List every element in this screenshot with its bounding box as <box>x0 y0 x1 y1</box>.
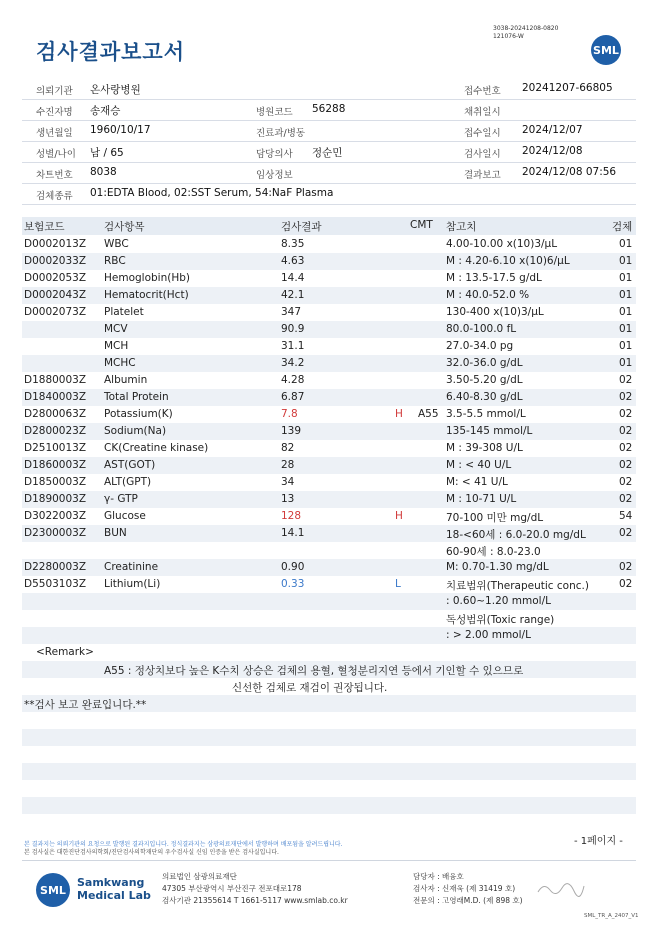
brand-line1: Samkwang <box>77 876 145 889</box>
cell-code: D2280003Z <box>24 561 87 573</box>
table-row <box>22 236 636 253</box>
collect-date-label: 채취일시 <box>464 107 501 118</box>
cell-ref: 치료범위(Therapeutic conc.) <box>446 580 589 592</box>
cell-ref: 4.00-10.00 x(10)3/μL <box>446 238 558 250</box>
cell-result: 4.63 <box>281 255 305 267</box>
blank-row <box>22 814 636 831</box>
table-row <box>22 406 636 423</box>
cell-ref: 3.50-5.20 g/dL <box>446 374 523 386</box>
cell-specimen: 02 <box>619 374 633 386</box>
cell-specimen: 02 <box>619 408 633 420</box>
org-line2: 47305 부산광역시 부산진구 전포대로178 <box>162 884 302 893</box>
col-item-header: 검사항목 <box>104 221 145 233</box>
dept-label: 진료과/병동 <box>256 128 306 139</box>
footnote <box>24 841 343 857</box>
cell-result: 6.87 <box>281 391 305 403</box>
cell-item: RBC <box>104 255 126 267</box>
document-id-line2: 121076-W <box>493 33 524 40</box>
cell-code: D1880003Z <box>24 374 87 386</box>
cell-result: 34.2 <box>281 357 305 369</box>
doctor-label: 담당의사 <box>256 149 293 160</box>
cell-specimen: 02 <box>619 391 633 403</box>
cell-ref: M : 40.0-52.0 % <box>446 289 530 301</box>
org-line1: 의료법인 삼광의료재단 <box>162 872 237 881</box>
remark-row <box>22 695 636 712</box>
cell-item: Albumin <box>104 374 148 386</box>
receipt-no-label: 접수번호 <box>464 86 501 97</box>
cell-specimen: 01 <box>619 238 633 250</box>
table-row <box>22 457 636 474</box>
cell-ref: 70-100 미만 mg/dL <box>446 512 544 524</box>
form-code: SML_TR_A_2407_V1 <box>584 913 639 919</box>
hospital-code-value: 56288 <box>312 103 346 115</box>
cell-specimen: 01 <box>619 289 633 301</box>
table-row <box>22 508 636 525</box>
hospital-label: 의뢰기관 <box>36 86 73 97</box>
report-label: 결과보고 <box>464 170 501 181</box>
cell-result: 42.1 <box>281 289 305 301</box>
cell-specimen: 01 <box>619 306 633 318</box>
table-row <box>22 593 636 610</box>
cell-result: 34 <box>281 476 295 488</box>
chart-label: 차트번호 <box>36 170 73 181</box>
cell-ref: : > 2.00 mmol/L <box>446 629 531 641</box>
cell-ref: 3.5-5.5 mmol/L <box>446 408 526 420</box>
cell-ref: 18-<60세 : 6.0-20.0 mg/dL <box>446 529 586 541</box>
cell-item: Potassium(K) <box>104 408 173 420</box>
doctor-value: 정순민 <box>312 147 343 159</box>
cell-code: D2510013Z <box>24 442 87 454</box>
table-row <box>22 440 636 457</box>
cell-ref: 독성범위(Toxic range) <box>446 614 555 626</box>
results-table-header <box>22 217 636 235</box>
dob-value: 1960/10/17 <box>90 124 151 136</box>
cell-code: D1860003Z <box>24 459 87 471</box>
cell-ref: 80.0-100.0 fL <box>446 323 517 335</box>
receipt-date-label: 접수일시 <box>464 128 501 139</box>
table-row <box>22 372 636 389</box>
cell-code: D3022003Z <box>24 510 87 522</box>
cell-ref: M : 10-71 U/L <box>446 493 517 505</box>
dob-label: 생년월일 <box>36 128 73 139</box>
cell-result: 0.33 <box>281 578 305 590</box>
cell-result: 7.8 <box>281 408 298 420</box>
info-row <box>22 78 636 100</box>
brand-name <box>77 876 151 902</box>
page-number: - 1페이지 - <box>574 836 623 847</box>
table-row <box>22 355 636 372</box>
cell-specimen: 54 <box>619 510 633 522</box>
cell-item: MCV <box>104 323 128 335</box>
cell-item: γ- GTP <box>104 493 138 505</box>
cell-code: D0002043Z <box>24 289 87 301</box>
staff-line2: 검사자 : 신재욱 (제 31419 호) <box>413 884 516 893</box>
staff-line3: 전문의 : 고영래M.D. (제 898 호) <box>413 896 523 905</box>
staff-line1: 담당자 : 배융호 <box>413 872 464 881</box>
cell-ref: 135-145 mmol/L <box>446 425 533 437</box>
table-row <box>22 491 636 508</box>
table-row <box>22 525 636 542</box>
receipt-date-value: 2024/12/07 <box>522 124 583 136</box>
remark-label: <Remark> <box>36 646 94 658</box>
cell-code: D2800023Z <box>24 425 87 437</box>
cell-specimen: 02 <box>619 442 633 454</box>
cell-code: D2300003Z <box>24 527 87 539</box>
info-row <box>22 141 636 163</box>
cell-ref: : 0.60~1.20 mmol/L <box>446 595 551 607</box>
table-row <box>22 559 636 576</box>
cell-item: ALT(GPT) <box>104 476 152 488</box>
cell-item: BUN <box>104 527 127 539</box>
cell-code: D5503103Z <box>24 578 87 590</box>
cell-ref: 27.0-34.0 pg <box>446 340 514 352</box>
cell-code: D2800063Z <box>24 408 87 420</box>
cell-result: 14.4 <box>281 272 305 284</box>
cell-specimen: 02 <box>619 425 633 437</box>
cell-item: MCH <box>104 340 129 352</box>
cell-ref: M : < 40 U/L <box>446 459 512 471</box>
sml-logo-footer: SML <box>36 873 70 907</box>
cell-ref: 32.0-36.0 g/dL <box>446 357 523 369</box>
cell-item: Glucose <box>104 510 146 522</box>
cell-code: D0002053Z <box>24 272 87 284</box>
table-row <box>22 542 636 559</box>
cell-item: Platelet <box>104 306 144 318</box>
remark-row <box>22 661 636 678</box>
cell-specimen: 02 <box>619 578 633 590</box>
cell-ref: M : 4.20-6.10 x(10)6/μL <box>446 255 570 267</box>
remark-row <box>22 678 636 695</box>
table-row <box>22 389 636 406</box>
table-row <box>22 304 636 321</box>
document-id-line1: 3038-20241208-0820 <box>493 25 559 32</box>
blank-row <box>22 780 636 797</box>
cell-ref: 60-90세 : 8.0-23.0 <box>446 546 541 558</box>
hospital-value: 온사랑병원 <box>90 84 141 96</box>
staff-info <box>413 871 523 907</box>
cell-specimen: 01 <box>619 323 633 335</box>
cell-item: Sodium(Na) <box>104 425 167 437</box>
cell-item: Lithium(Li) <box>104 578 161 590</box>
table-row <box>22 253 636 270</box>
chart-value: 8038 <box>90 166 117 178</box>
table-row <box>22 474 636 491</box>
remark-line2: 신선한 검체로 재검이 권장됩니다. <box>232 682 388 694</box>
info-row <box>22 99 636 121</box>
footer-divider <box>22 860 636 861</box>
col-ref-header: 참고치 <box>446 221 477 233</box>
cell-result: 139 <box>281 425 302 437</box>
cell-specimen: 02 <box>619 493 633 505</box>
receipt-no-value: 20241207-66805 <box>522 82 613 94</box>
cell-code: D1840003Z <box>24 391 87 403</box>
cell-result: 90.9 <box>281 323 305 335</box>
cell-code: D0002073Z <box>24 306 87 318</box>
cell-ref: M: 0.70-1.30 mg/dL <box>446 561 549 573</box>
org-line3: 검사기관 21355614 T 1661-5117 www.smlab.co.kr <box>162 896 348 905</box>
blank-row <box>22 797 636 814</box>
cell-code: D1890003Z <box>24 493 87 505</box>
cell-ref: M : 13.5-17.5 g/dL <box>446 272 542 284</box>
report-value: 2024/12/08 07:56 <box>522 166 617 178</box>
cell-item: Total Protein <box>104 391 169 403</box>
cell-specimen: 01 <box>619 255 633 267</box>
specimen-label: 검체종류 <box>36 191 73 202</box>
document-id <box>493 25 558 41</box>
table-row <box>22 321 636 338</box>
cell-item: Hemoglobin(Hb) <box>104 272 191 284</box>
cell-result: 13 <box>281 493 295 505</box>
blank-row <box>22 746 636 763</box>
cell-code: D0002033Z <box>24 255 87 267</box>
sml-logo: SML <box>591 35 621 65</box>
blank-row <box>22 729 636 746</box>
cell-item: Hematocrit(Hct) <box>104 289 189 301</box>
report-title: 검사결과보고서 <box>36 40 186 64</box>
table-row <box>22 270 636 287</box>
cell-item: MCHC <box>104 357 136 369</box>
cell-flag: L <box>395 578 401 590</box>
test-date-label: 검사일시 <box>464 149 501 160</box>
blank-row <box>22 763 636 780</box>
cell-cmt: A55 <box>418 408 439 420</box>
cell-ref: M : 39-308 U/L <box>446 442 523 454</box>
cell-result: 14.1 <box>281 527 305 539</box>
signature-icon <box>536 880 586 900</box>
cell-result: 0.90 <box>281 561 305 573</box>
cell-ref: 130-400 x(10)3/μL <box>446 306 544 318</box>
table-row <box>22 610 636 627</box>
cell-flag: H <box>395 408 403 420</box>
cell-result: 82 <box>281 442 295 454</box>
report-complete: **검사 보고 완료입니다.** <box>24 699 147 711</box>
test-date-value: 2024/12/08 <box>522 145 583 157</box>
clinical-label: 임상정보 <box>256 170 293 181</box>
cell-item: AST(GOT) <box>104 459 156 471</box>
cell-specimen: 02 <box>619 476 633 488</box>
cell-specimen: 02 <box>619 459 633 471</box>
cell-code: D0002013Z <box>24 238 87 250</box>
remark-row <box>22 644 636 661</box>
remark-line1: A55 : 정상치보다 높은 K수치 상승은 검체의 용혈, 혈청분리지연 등에서 기인할 수 있으므로 <box>104 665 524 677</box>
table-row <box>22 287 636 304</box>
blank-row <box>22 712 636 729</box>
table-row <box>22 576 636 593</box>
cell-result: 4.28 <box>281 374 305 386</box>
table-row <box>22 338 636 355</box>
cell-result: 8.35 <box>281 238 305 250</box>
patient-label: 수진자명 <box>36 107 73 118</box>
cell-flag: H <box>395 510 403 522</box>
footnote-line1: 본 결과지는 의뢰기관의 요청으로 발행된 결과지입니다. 정식결과지는 삼광의료재단에서 발행하며 배포됨을 알려드립니다. <box>24 841 343 848</box>
cell-specimen: 01 <box>619 357 633 369</box>
organization-info <box>162 871 348 907</box>
cell-code: D1850003Z <box>24 476 87 488</box>
hospital-code-label: 병원코드 <box>256 107 293 118</box>
specimen-value: 01:EDTA Blood, 02:SST Serum, 54:NaF Plasma <box>90 187 334 199</box>
cell-specimen: 02 <box>619 561 633 573</box>
cell-ref: M: < 41 U/L <box>446 476 508 488</box>
patient-value: 송재승 <box>90 105 121 117</box>
cell-item: CK(Creatine kinase) <box>104 442 209 454</box>
cell-result: 347 <box>281 306 302 318</box>
table-row <box>22 423 636 440</box>
brand-line2: Medical Lab <box>77 889 151 902</box>
info-row <box>22 162 636 184</box>
cell-item: Creatinine <box>104 561 159 573</box>
cell-specimen: 02 <box>619 527 633 539</box>
col-code-header: 보험코드 <box>24 221 65 233</box>
sex-age-value: 남 / 65 <box>90 147 124 159</box>
cell-result: 28 <box>281 459 295 471</box>
cell-result: 128 <box>281 510 302 522</box>
cell-specimen: 01 <box>619 272 633 284</box>
footnote-line2: 본 검사실은 대한진단검사의학회/진단검사의학재단의 우수검사실 신임 인증을 받은 검사실입니다. <box>24 849 279 856</box>
col-specimen-header: 검체 <box>612 221 633 233</box>
sex-age-label: 성별/나이 <box>36 149 76 160</box>
info-row <box>22 120 636 142</box>
cell-item: WBC <box>104 238 129 250</box>
cell-ref: 6.40-8.30 g/dL <box>446 391 523 403</box>
col-result-header: 검사결과 <box>281 221 322 233</box>
col-cmt-header: CMT <box>410 219 433 231</box>
cell-specimen: 01 <box>619 340 633 352</box>
table-row <box>22 627 636 644</box>
info-row <box>22 183 636 205</box>
cell-result: 31.1 <box>281 340 305 352</box>
